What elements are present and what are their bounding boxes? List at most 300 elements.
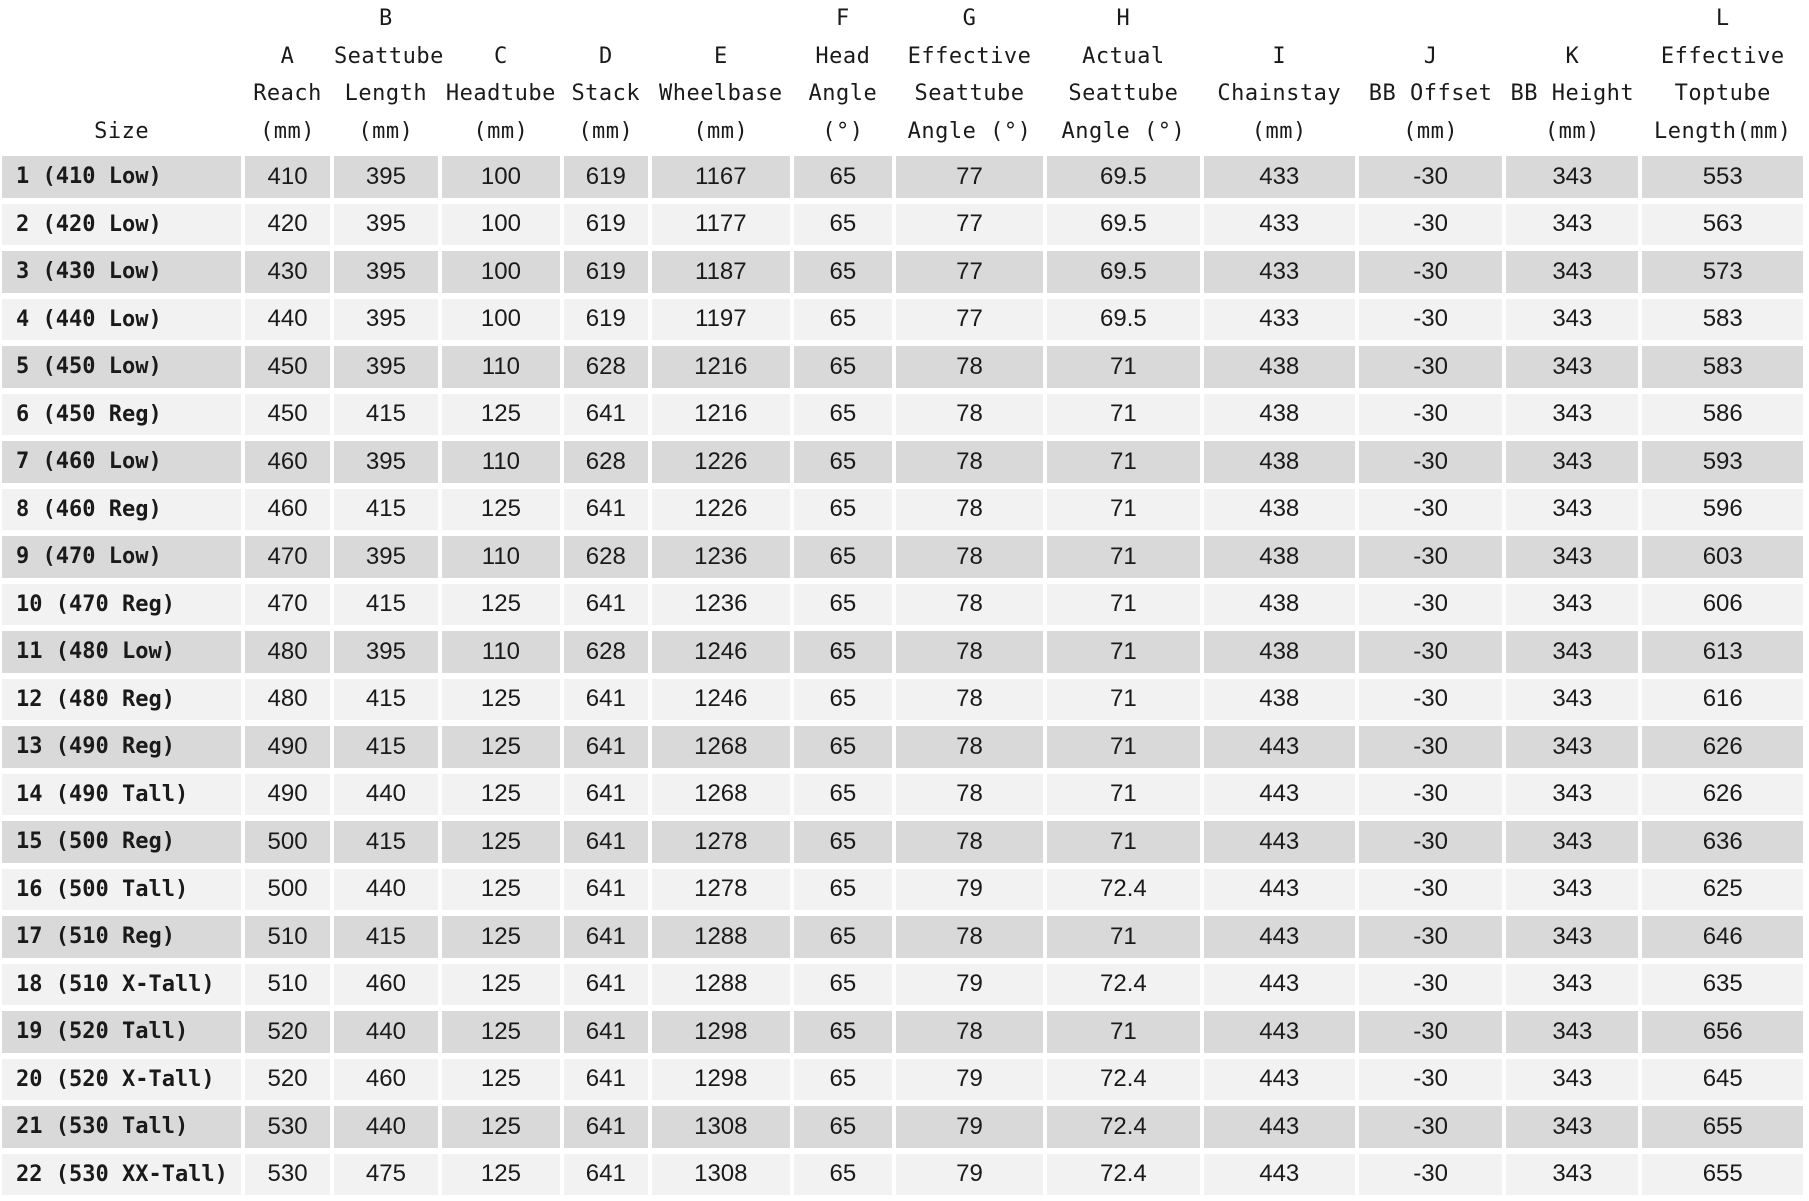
value-cell-j: -30 [1359,1154,1502,1196]
value-cell-d: 641 [564,726,648,768]
table-row [2,489,1803,531]
value-cell-f: 65 [794,869,892,911]
value-cell-b: 415 [334,679,438,721]
value-cell-h: 71 [1047,774,1199,816]
value-cell-a: 420 [245,204,330,246]
value-cell-d: 628 [564,346,648,388]
value-cell-l: 593 [1642,441,1803,483]
value-cell-k: 343 [1506,584,1638,626]
value-cell-b: 415 [334,394,438,436]
header-row [2,0,1803,150]
value-cell-a: 460 [245,441,330,483]
header-col-label-line: (mm) [473,118,529,144]
value-cell-l: 606 [1642,584,1803,626]
header-col-c [442,0,560,150]
value-cell-d: 641 [564,964,648,1006]
header-col-label-line: BB Height [1510,81,1635,106]
value-cell-c: 125 [442,394,560,436]
value-cell-f: 65 [794,679,892,721]
value-cell-j: -30 [1359,869,1502,911]
value-cell-e: 1246 [652,631,790,673]
value-cell-e: 1278 [652,869,790,911]
value-cell-e: 1288 [652,964,790,1006]
value-cell-c: 125 [442,964,560,1006]
size-cell: 2 (420 Low) [2,204,241,246]
value-cell-l: 646 [1642,916,1803,958]
value-cell-c: 125 [442,916,560,958]
header-col-letter: G [962,6,977,31]
value-cell-l: 563 [1642,204,1803,246]
value-cell-i: 438 [1204,394,1355,436]
size-cell: 8 (460 Reg) [2,489,241,531]
table-body [2,156,1803,1195]
value-cell-i: 438 [1204,346,1355,388]
value-cell-i: 433 [1204,204,1355,246]
value-cell-h: 71 [1047,1011,1199,1053]
value-cell-j: -30 [1359,726,1502,768]
value-cell-a: 480 [245,631,330,673]
value-cell-a: 490 [245,726,330,768]
value-cell-i: 443 [1204,1059,1355,1101]
header-col-label-line: Actual [1082,43,1165,69]
value-cell-k: 343 [1506,679,1638,721]
table-row [2,726,1803,768]
header-col-letter: I [1272,43,1287,69]
value-cell-e: 1216 [652,346,790,388]
value-cell-h: 71 [1047,346,1199,388]
value-cell-h: 71 [1047,394,1199,436]
value-cell-i: 443 [1204,869,1355,911]
value-cell-h: 71 [1047,821,1199,863]
value-cell-a: 410 [245,156,330,198]
value-cell-d: 641 [564,584,648,626]
header-col-label-line: Effective [907,43,1032,69]
value-cell-c: 110 [442,536,560,578]
table-row [2,1154,1803,1196]
value-cell-i: 438 [1204,536,1355,578]
value-cell-j: -30 [1359,964,1502,1006]
value-cell-g: 79 [896,1106,1043,1148]
table-row [2,1011,1803,1053]
value-cell-c: 125 [442,821,560,863]
value-cell-d: 641 [564,679,648,721]
header-col-letter: F [836,6,850,31]
header-col-b [333,0,444,150]
value-cell-k: 343 [1506,346,1638,388]
value-cell-d: 641 [564,774,648,816]
value-cell-g: 78 [896,821,1043,863]
header-col-label-line: Angle (°) [1061,118,1186,144]
value-cell-a: 440 [245,299,330,341]
value-cell-h: 72.4 [1047,1059,1199,1101]
header-col-label-line: Length [344,81,428,106]
value-cell-k: 343 [1506,631,1638,673]
value-cell-c: 125 [442,584,560,626]
header-col-letter: K [1565,43,1580,69]
value-cell-h: 71 [1047,441,1199,483]
size-cell: 17 (510 Reg) [2,916,241,958]
value-cell-k: 343 [1506,1106,1638,1148]
value-cell-g: 78 [896,916,1043,958]
value-cell-b: 395 [334,346,438,388]
header-col-label-line: (mm) [1403,118,1459,144]
value-cell-c: 125 [442,1106,560,1148]
value-cell-c: 125 [442,1011,560,1053]
header-col-label-line: Stack [571,81,641,106]
value-cell-g: 78 [896,536,1043,578]
header-col-d [564,0,648,150]
value-cell-k: 343 [1506,204,1638,246]
value-cell-i: 443 [1204,964,1355,1006]
value-cell-h: 69.5 [1047,251,1199,293]
value-cell-g: 77 [896,204,1043,246]
value-cell-d: 619 [564,299,648,341]
value-cell-b: 460 [334,1059,438,1101]
value-cell-k: 343 [1506,251,1638,293]
value-cell-f: 65 [794,916,892,958]
value-cell-h: 71 [1047,631,1199,673]
header-col-l [1642,0,1803,150]
value-cell-b: 395 [334,156,438,198]
value-cell-f: 65 [794,1106,892,1148]
value-cell-i: 443 [1204,1106,1355,1148]
value-cell-h: 71 [1047,916,1199,958]
value-cell-j: -30 [1359,441,1502,483]
value-cell-l: 655 [1642,1154,1803,1196]
value-cell-i: 433 [1204,156,1355,198]
header-col-label-line: Head [815,43,871,69]
value-cell-g: 79 [896,869,1043,911]
header-col-label-line: (mm) [260,118,316,144]
value-cell-k: 343 [1506,441,1638,483]
header-col-label-line: Angle [808,81,878,106]
size-cell: 18 (510 X-Tall) [2,964,241,1006]
value-cell-g: 77 [896,251,1043,293]
value-cell-l: 636 [1642,821,1803,863]
value-cell-e: 1308 [652,1106,790,1148]
table-row [2,631,1803,673]
value-cell-c: 100 [442,299,560,341]
value-cell-i: 438 [1204,679,1355,721]
header-col-letter: J [1423,43,1438,69]
value-cell-a: 450 [245,394,330,436]
value-cell-k: 343 [1506,536,1638,578]
value-cell-f: 65 [794,774,892,816]
value-cell-h: 72.4 [1047,1106,1199,1148]
header-col-label-line: Effective [1660,43,1785,69]
value-cell-a: 530 [245,1154,330,1196]
value-cell-k: 343 [1506,1011,1638,1053]
value-cell-k: 343 [1506,774,1638,816]
value-cell-f: 65 [794,204,892,246]
value-cell-k: 343 [1506,489,1638,531]
value-cell-d: 619 [564,204,648,246]
header-col-e [652,0,790,150]
header-col-label-line: Angle (°) [907,118,1032,144]
value-cell-j: -30 [1359,1059,1502,1101]
value-cell-h: 72.4 [1047,1154,1199,1196]
value-cell-f: 65 [794,584,892,626]
value-cell-f: 65 [794,631,892,673]
value-cell-g: 78 [896,584,1043,626]
value-cell-b: 440 [334,869,438,911]
value-cell-f: 65 [794,251,892,293]
header-col-letter: A [280,43,295,69]
size-cell: 11 (480 Low) [2,631,241,673]
table-row [2,394,1803,436]
value-cell-i: 443 [1204,1154,1355,1196]
size-cell: 15 (500 Reg) [2,821,241,863]
value-cell-b: 395 [334,204,438,246]
value-cell-l: 626 [1642,774,1803,816]
value-cell-g: 78 [896,726,1043,768]
value-cell-c: 125 [442,679,560,721]
value-cell-j: -30 [1359,1011,1502,1053]
header-col-i [1204,0,1355,150]
value-cell-a: 490 [245,774,330,816]
value-cell-a: 470 [245,584,330,626]
value-cell-f: 65 [794,964,892,1006]
value-cell-g: 78 [896,774,1043,816]
value-cell-c: 100 [442,204,560,246]
value-cell-c: 110 [442,346,560,388]
value-cell-i: 443 [1204,774,1355,816]
value-cell-k: 343 [1506,726,1638,768]
value-cell-d: 628 [564,536,648,578]
value-cell-c: 125 [442,726,560,768]
value-cell-f: 65 [794,1011,892,1053]
value-cell-b: 475 [334,1154,438,1196]
value-cell-h: 71 [1047,536,1199,578]
header-col-label-line: Toptube [1674,81,1771,106]
value-cell-i: 438 [1204,441,1355,483]
value-cell-b: 440 [334,1106,438,1148]
value-cell-l: 553 [1642,156,1803,198]
value-cell-j: -30 [1359,156,1502,198]
value-cell-a: 520 [245,1011,330,1053]
table-row [2,821,1803,863]
value-cell-a: 530 [245,1106,330,1148]
table-row [2,584,1803,626]
value-cell-j: -30 [1359,346,1502,388]
value-cell-e: 1236 [652,584,790,626]
table-row [2,964,1803,1006]
value-cell-i: 443 [1204,1011,1355,1053]
value-cell-i: 438 [1204,631,1355,673]
value-cell-f: 65 [794,821,892,863]
size-cell: 7 (460 Low) [2,441,241,483]
value-cell-h: 69.5 [1047,204,1199,246]
value-cell-g: 77 [896,299,1043,341]
value-cell-b: 440 [334,1011,438,1053]
header-col-label-line: (mm) [578,118,634,144]
table-row [2,536,1803,578]
size-cell: 16 (500 Tall) [2,869,241,911]
header-col-label-line: Reach [253,81,322,106]
value-cell-j: -30 [1359,821,1502,863]
header-col-label-line: (mm) [1544,118,1600,144]
value-cell-c: 125 [442,869,560,911]
table-row [2,1059,1803,1101]
value-cell-l: 625 [1642,869,1803,911]
header-col-label-line: (mm) [1251,118,1307,144]
value-cell-b: 395 [334,631,438,673]
value-cell-e: 1226 [652,441,790,483]
value-cell-i: 443 [1204,821,1355,863]
value-cell-g: 78 [896,679,1043,721]
value-cell-j: -30 [1359,679,1502,721]
size-cell: 1 (410 Low) [2,156,241,198]
value-cell-h: 71 [1047,679,1199,721]
value-cell-k: 343 [1506,394,1638,436]
value-cell-b: 440 [334,774,438,816]
value-cell-b: 415 [334,584,438,626]
size-cell: 5 (450 Low) [2,346,241,388]
value-cell-f: 65 [794,489,892,531]
value-cell-d: 641 [564,869,648,911]
value-cell-e: 1298 [652,1059,790,1101]
value-cell-j: -30 [1359,489,1502,531]
value-cell-c: 125 [442,774,560,816]
value-cell-l: 596 [1642,489,1803,531]
value-cell-k: 343 [1506,964,1638,1006]
value-cell-l: 603 [1642,536,1803,578]
value-cell-a: 520 [245,1059,330,1101]
header-col-letter: C [494,43,508,69]
value-cell-a: 460 [245,489,330,531]
value-cell-b: 460 [334,964,438,1006]
value-cell-a: 450 [245,346,330,388]
value-cell-l: 573 [1642,251,1803,293]
header-col-label-line: Headtube [445,81,556,106]
value-cell-l: 655 [1642,1106,1803,1148]
value-cell-e: 1226 [652,489,790,531]
value-cell-g: 78 [896,631,1043,673]
value-cell-j: -30 [1359,774,1502,816]
size-cell: 20 (520 X-Tall) [2,1059,241,1101]
value-cell-f: 65 [794,1059,892,1101]
header-col-h [1047,0,1199,150]
value-cell-f: 65 [794,1154,892,1196]
value-cell-l: 586 [1642,394,1803,436]
header-col-label-line: Wheelbase [658,81,783,106]
value-cell-f: 65 [794,726,892,768]
value-cell-e: 1236 [652,536,790,578]
value-cell-g: 79 [896,1154,1043,1196]
value-cell-d: 619 [564,156,648,198]
value-cell-k: 343 [1506,916,1638,958]
value-cell-c: 125 [442,489,560,531]
header-col-letter: B [379,6,393,31]
value-cell-k: 343 [1506,821,1638,863]
value-cell-d: 641 [564,1011,648,1053]
value-cell-h: 69.5 [1047,156,1199,198]
value-cell-l: 645 [1642,1059,1803,1101]
value-cell-e: 1246 [652,679,790,721]
value-cell-c: 125 [442,1059,560,1101]
header-col-label-line: (°) [822,118,864,144]
table-row [2,679,1803,721]
value-cell-l: 616 [1642,679,1803,721]
table-row [2,916,1803,958]
header-col-letter: H [1116,6,1131,31]
value-cell-c: 110 [442,441,560,483]
value-cell-l: 583 [1642,299,1803,341]
value-cell-i: 443 [1204,916,1355,958]
value-cell-j: -30 [1359,394,1502,436]
value-cell-l: 613 [1642,631,1803,673]
size-cell: 13 (490 Reg) [2,726,241,768]
header-col-a [245,0,330,150]
value-cell-e: 1298 [652,1011,790,1053]
value-cell-g: 77 [896,156,1043,198]
table-row [2,251,1803,293]
value-cell-f: 65 [794,156,892,198]
table-row [2,441,1803,483]
value-cell-h: 71 [1047,584,1199,626]
value-cell-b: 395 [334,299,438,341]
header-col-label-line: BB Offset [1368,81,1493,106]
table-row [2,346,1803,388]
value-cell-b: 395 [334,536,438,578]
value-cell-f: 65 [794,394,892,436]
value-cell-e: 1187 [652,251,790,293]
value-cell-e: 1177 [652,204,790,246]
size-cell: 12 (480 Reg) [2,679,241,721]
value-cell-e: 1268 [652,726,790,768]
value-cell-e: 1216 [652,394,790,436]
value-cell-d: 641 [564,1106,648,1148]
header-col-label-line: (mm) [358,118,414,144]
value-cell-e: 1167 [652,156,790,198]
value-cell-b: 415 [334,916,438,958]
size-cell: 9 (470 Low) [2,536,241,578]
header-col-label-line: Seattube [333,43,444,69]
value-cell-h: 69.5 [1047,299,1199,341]
value-cell-k: 343 [1506,156,1638,198]
table-row [2,774,1803,816]
value-cell-l: 626 [1642,726,1803,768]
value-cell-k: 343 [1506,1059,1638,1101]
size-cell: 21 (530 Tall) [2,1106,241,1148]
table-row [2,1106,1803,1148]
value-cell-g: 78 [896,346,1043,388]
value-cell-e: 1288 [652,916,790,958]
value-cell-j: -30 [1359,584,1502,626]
value-cell-k: 343 [1506,869,1638,911]
value-cell-d: 628 [564,631,648,673]
value-cell-a: 470 [245,536,330,578]
value-cell-e: 1308 [652,1154,790,1196]
size-cell: 19 (520 Tall) [2,1011,241,1053]
value-cell-g: 79 [896,964,1043,1006]
value-cell-i: 438 [1204,584,1355,626]
value-cell-l: 656 [1642,1011,1803,1053]
size-cell: 22 (530 XX-Tall) [2,1154,241,1196]
value-cell-f: 65 [794,299,892,341]
value-cell-h: 71 [1047,726,1199,768]
value-cell-i: 433 [1204,299,1355,341]
value-cell-c: 100 [442,156,560,198]
value-cell-f: 65 [794,441,892,483]
value-cell-c: 110 [442,631,560,673]
value-cell-a: 510 [245,916,330,958]
value-cell-f: 65 [794,536,892,578]
value-cell-b: 415 [334,726,438,768]
value-cell-j: -30 [1359,251,1502,293]
header-col-letter: D [598,43,613,69]
value-cell-g: 78 [896,489,1043,531]
